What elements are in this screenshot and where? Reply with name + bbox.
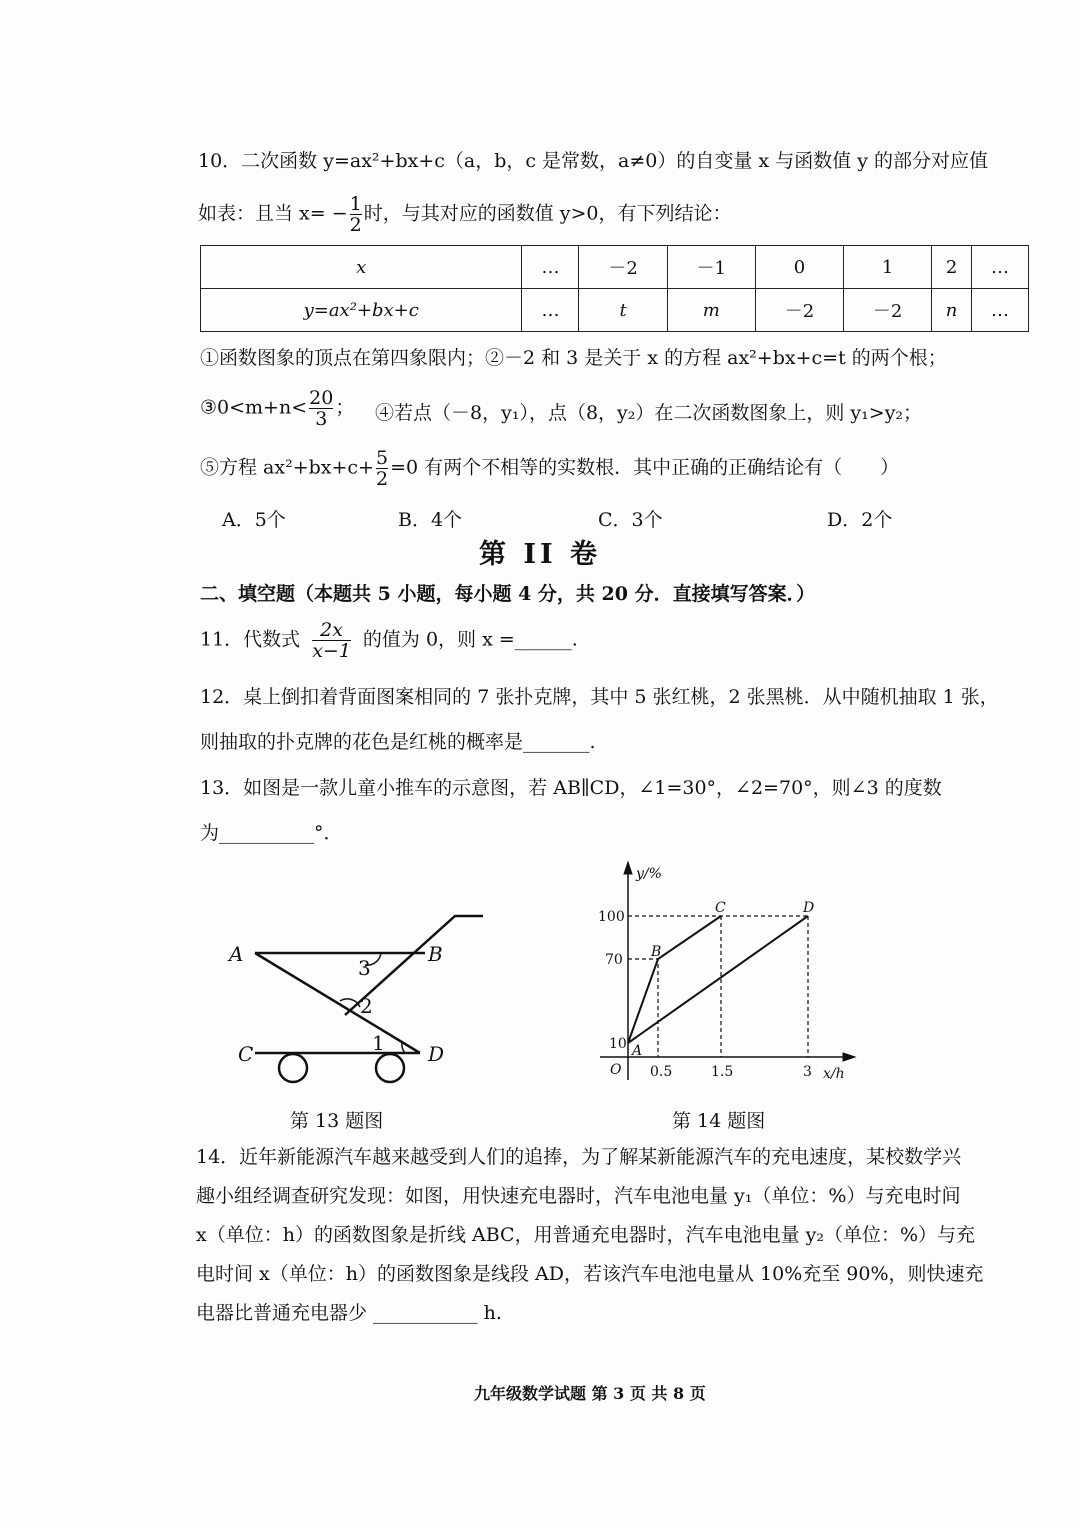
q13-line1: 13．如图是一款儿童小推车的示意图，若 AB∥CD，∠1=30°，∠2=70°，则∠3 的度数 — [200, 777, 942, 799]
y-tick: 70 — [605, 952, 623, 968]
label-d: D — [428, 1042, 445, 1066]
line-ad — [255, 953, 420, 1053]
q14-line1: 14．近年新能源汽车越来越受到人们的追捧，为了解某新能源汽车的充电速度，某校数学兴 — [196, 1146, 962, 1168]
s5-a: ⑤方程 ax²+bx+c+ — [200, 456, 374, 479]
table-cell: n — [932, 289, 972, 332]
option-d: D．2个 — [827, 509, 893, 531]
angle-2: 2 — [360, 994, 373, 1018]
table-cell: m — [667, 289, 755, 332]
table-cell: t — [579, 289, 667, 332]
y-tick: 100 — [598, 909, 625, 925]
statement-1-2: ①函数图象的顶点在第四象限内；②－2 和 3 是关于 x 的方程 ax²+bx+c=t 的两个根； — [200, 347, 947, 369]
point-d: D — [803, 900, 815, 916]
q13-line2: 为__________°． — [200, 822, 343, 844]
q11-b: 的值为 0，则 x =______. — [362, 628, 578, 651]
label-b: B — [428, 942, 443, 966]
denominator: 2 — [375, 468, 389, 490]
statement-4: ④若点（－8，y₁），点（8，y₂）在二次函数图象上，则 y₁>y₂； — [375, 402, 923, 424]
y-tick: 10 — [609, 1036, 627, 1052]
s3-b: ； — [335, 396, 355, 419]
numerator: 5 — [375, 447, 389, 469]
point-b: B — [651, 944, 662, 960]
x-label: x/h — [823, 1066, 845, 1082]
fig14-caption: 第 14 题图 — [672, 1110, 766, 1132]
q10-line1: 10．二次函数 y=ax²+bx+c（a，b，c 是常数，a≠0）的自变量 x 与函数值 y 的部分对应值 — [198, 150, 989, 172]
option-c: C．3个 — [598, 509, 663, 531]
q14-line2: 趣小组经调查研究发现：如图，用快速充电器时，汽车电池电量 y₁（单位：%）与充电时间 — [196, 1185, 961, 1207]
y-label: y/% — [636, 866, 662, 882]
x-tick: 1.5 — [711, 1064, 734, 1080]
option-a: A．5个 — [222, 509, 286, 531]
table-cell: x — [201, 246, 522, 289]
label-a: A — [229, 942, 244, 966]
q14-line4: 电时间 x（单位：h）的函数图象是线段 AD，若该汽车电池电量从 10%充至 90%，则快速充 — [196, 1263, 984, 1285]
numerator: 20 — [309, 387, 334, 409]
s5-b: =0 有两个不相等的实数根．其中正确的正确结论有（ ） — [390, 456, 900, 479]
origin-label: O — [610, 1062, 622, 1078]
series-abc — [628, 916, 721, 1043]
option-b: B．4个 — [398, 509, 463, 531]
table-cell: －2 — [844, 289, 932, 332]
numerator: 1 — [349, 193, 362, 215]
angle-3: 3 — [358, 956, 371, 980]
numerator: 2x — [312, 620, 351, 641]
fig13-caption: 第 13 题图 — [290, 1110, 384, 1132]
table-cell: －1 — [667, 246, 755, 289]
q11-a: 11．代数式 — [200, 628, 301, 651]
table-cell: 0 — [755, 246, 843, 289]
table-cell: … — [971, 246, 1028, 289]
angle-1: 1 — [372, 1031, 385, 1055]
x-tick: 0.5 — [650, 1064, 673, 1080]
table-cell: … — [971, 289, 1028, 332]
q12-line2: 则抽取的扑克牌的花色是红桃的概率是_______. — [200, 731, 596, 753]
table-cell: 2 — [932, 246, 972, 289]
y-arrow-icon — [624, 862, 632, 874]
label-c: C — [238, 1042, 254, 1066]
wheel — [376, 1054, 404, 1082]
wheel — [279, 1054, 307, 1082]
part2-heading: 二、填空题（本题共 5 小题，每小题 4 分，共 20 分．直接填写答案．） — [200, 583, 816, 605]
q14-line5: 电器比普通充电器少 ___________ h. — [196, 1302, 502, 1324]
q14-line3: x（单位：h）的函数图象是折线 ABC，用普通充电器时，汽车电池电量 y₂（单位：%）与充 — [196, 1224, 976, 1246]
page-footer: 九年级数学试题 第 3 页 共 8 页 — [474, 1384, 706, 1403]
table-cell: －2 — [579, 246, 667, 289]
q10-line2-a: 如表：且当 x= − — [198, 202, 348, 225]
table-cell: y=ax²+bx+c — [201, 289, 522, 332]
denominator: x−1 — [312, 640, 351, 662]
denominator: 2 — [349, 214, 362, 236]
section-title: 第 II 卷 — [478, 539, 602, 570]
series-ad — [628, 916, 808, 1043]
q12-line1: 12．桌上倒扣着背面图案相同的 7 张扑克牌，其中 5 张红桃，2 张黑桃．从中随机抽取 1 张， — [200, 686, 999, 708]
x-arrow-icon — [843, 1053, 855, 1061]
point-a: A — [632, 1043, 643, 1059]
x-tick: 3 — [803, 1064, 812, 1080]
denominator: 3 — [315, 408, 328, 430]
table-cell: … — [522, 246, 579, 289]
s3-a: ③0<m+n< — [200, 396, 308, 419]
table-cell: －2 — [755, 289, 843, 332]
q10-line2-b: 时，与其对应的函数值 y>0，有下列结论： — [363, 202, 732, 225]
point-c: C — [715, 900, 726, 916]
table-cell: 1 — [844, 246, 932, 289]
table-cell: … — [522, 289, 579, 332]
